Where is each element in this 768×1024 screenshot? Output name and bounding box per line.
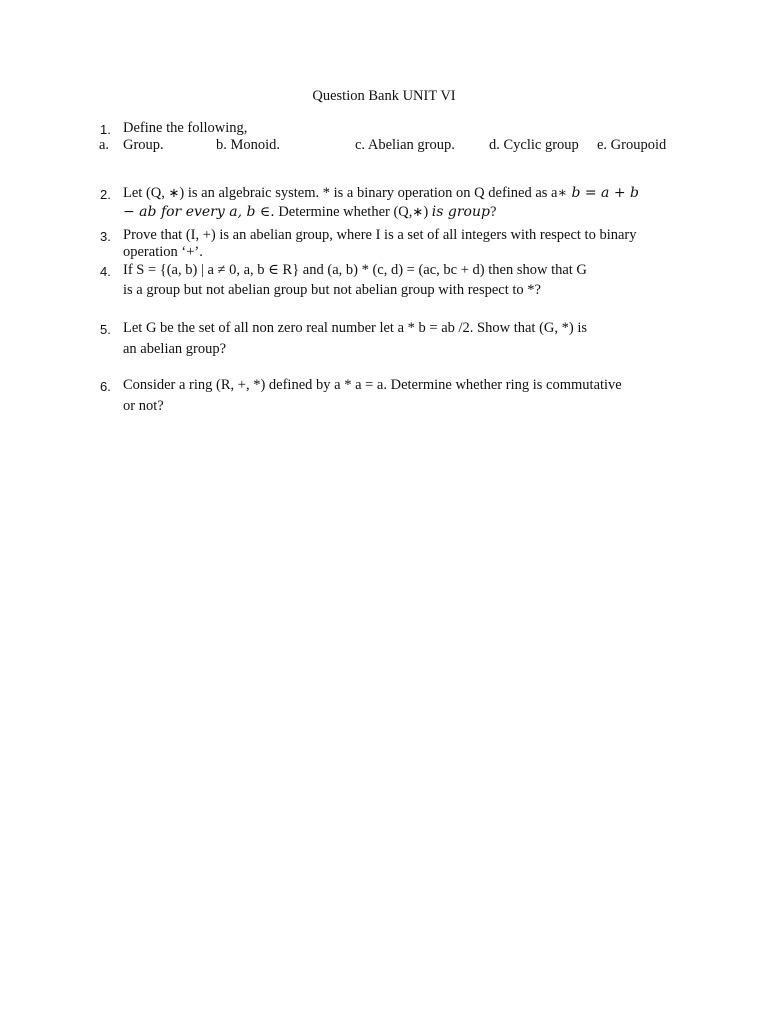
q1-option-monoid: b. Monoid. (216, 137, 281, 153)
q2-number: 2. (100, 187, 111, 202)
q1-option-cyclic: d. Cyclic group (489, 137, 579, 153)
q5-line-2: an abelian group? (123, 341, 227, 357)
q2-math-2: − ab for every a, b ∈. (123, 204, 275, 220)
q4-number: 4. (100, 264, 111, 279)
q4-line-2: is a group but not abelian group but not abelian group with respect to *? (123, 282, 541, 298)
q2-text-d: ) (423, 204, 432, 220)
q3-line-1: Prove that (I, +) is an abelian group, where I is a set of all integers with respect to binary (123, 227, 637, 243)
q6-line-2: or not? (123, 398, 164, 414)
q2-line-1 (123, 185, 639, 202)
q1-text: Define the following, (123, 120, 248, 136)
q1-option-group: Group. (123, 137, 164, 153)
q1-number: 1. (100, 122, 111, 137)
q3-number: 3. (100, 229, 111, 244)
q1-option-abelian: c. Abelian group. (355, 137, 455, 153)
q4-line-1: If S = {(a, b) | a ≠ 0, a, b ∈ R} and (a, b) * (c, d) = (ac, bc + d) then show that G (123, 262, 587, 278)
q6-line-1: Consider a ring (R, +, *) defined by a * a = a. Determine whether ring is commutative (123, 377, 622, 393)
page-title: Question Bank UNIT VI (312, 88, 456, 104)
q2-math-1: ∗ b = a + b (557, 185, 639, 201)
q2-text-a: Let (Q, (123, 185, 169, 201)
q6-number: 6. (100, 379, 111, 394)
q5-line-1: Let G be the set of all non zero real number let a * b = ab /2. Show that (G, *) is (123, 320, 587, 336)
q1-option-groupoid: e. Groupoid (597, 137, 667, 153)
q2-line-2 (123, 204, 496, 221)
q2-star-2: ∗ (412, 205, 424, 220)
q2-text-b: ) is an algebraic system. * is a binary operation on Q defined as a (179, 185, 558, 201)
q3-line-2: operation ‘+’. (123, 244, 203, 260)
q2-math-3: is group (431, 204, 490, 220)
q5-number: 5. (100, 322, 111, 337)
q2-text-c: Determine whether (Q, (274, 204, 413, 220)
q2-star: ∗ (168, 186, 180, 201)
q1-sub-label: a. (99, 137, 110, 153)
q2-text-e: ? (489, 204, 497, 220)
